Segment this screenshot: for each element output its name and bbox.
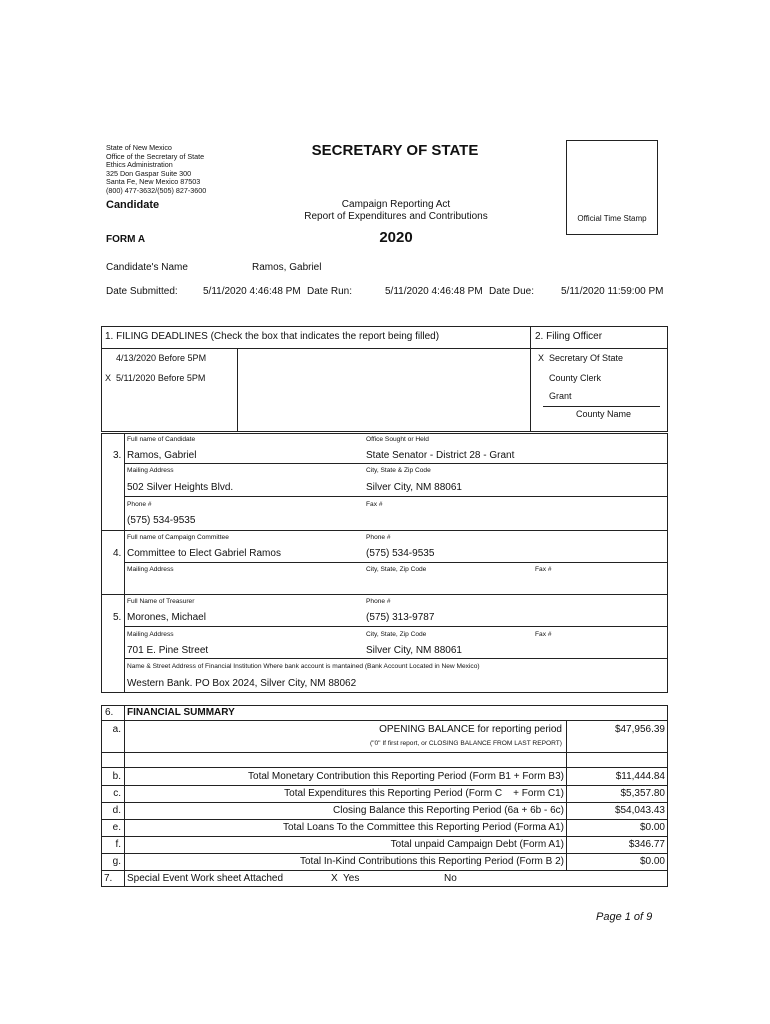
officer-option[interactable]: Secretary Of State: [549, 353, 624, 363]
divider: [101, 836, 668, 837]
field-label: Phone #: [366, 534, 391, 541]
divider: [124, 496, 668, 497]
row-letter: f.: [115, 839, 121, 850]
field-label: Fax #: [535, 631, 552, 638]
section-number: 7.: [104, 873, 113, 884]
row-letter: b.: [112, 771, 121, 782]
field-label: City, State, Zip Code: [366, 566, 427, 573]
row-letter: e.: [112, 822, 121, 833]
divider: [101, 853, 668, 854]
office-sought[interactable]: State Senator - District 28 - Grant: [366, 450, 515, 461]
field-label: Phone #: [127, 501, 152, 508]
county-underline: [543, 406, 660, 407]
section-number: 4.: [113, 548, 122, 559]
special-event-label: Special Event Work sheet Attached: [127, 873, 284, 884]
divider: [101, 720, 668, 721]
divider: [101, 785, 668, 786]
divider: [124, 705, 125, 887]
financial-summary-heading: FINANCIAL SUMMARY: [127, 707, 235, 718]
special-event-no[interactable]: No: [444, 873, 457, 884]
divider: [101, 348, 668, 349]
city-state-zip[interactable]: Silver City, NM 88061: [366, 482, 462, 493]
divider: [101, 767, 668, 768]
row-label: Total Loans To the Committee this Reporting Period (Forma A1): [282, 822, 564, 833]
officer-option[interactable]: County Clerk: [549, 373, 602, 383]
divider: [101, 819, 668, 820]
row-letter: g.: [112, 856, 121, 867]
candidate-name: Ramos, Gabriel: [252, 262, 322, 273]
county-name-label: County Name: [576, 409, 632, 419]
mailing-address[interactable]: 502 Silver Heights Blvd.: [127, 482, 234, 493]
field-label: Fax #: [535, 566, 552, 573]
date-submitted-label: Date Submitted:: [106, 286, 178, 297]
divider: [124, 433, 125, 693]
page-number: Page 1 of 9: [596, 911, 653, 923]
filing-officer-heading: 2. Filing Officer: [535, 331, 603, 342]
agency-line: State of New Mexico: [106, 143, 172, 152]
divider: [101, 870, 668, 871]
candidate-full-name[interactable]: Ramos, Gabriel: [127, 450, 197, 461]
candidate-name-label: Candidate's Name: [106, 262, 188, 273]
date-due: 5/11/2020 11:59:00 PM: [561, 286, 664, 297]
field-label: Fax #: [366, 501, 383, 508]
page-title: SECRETARY OF STATE: [311, 142, 479, 159]
agency-line: (800) 477-3632/(505) 827-3600: [106, 185, 207, 195]
row-label: Total Expenditures this Reporting Period (Form C + Form C1): [284, 788, 564, 799]
section-number: 3.: [113, 450, 122, 461]
field-label: Mailing Address: [127, 566, 174, 573]
form-label: FORM A: [106, 234, 146, 245]
phone-number[interactable]: (575) 313-9787: [366, 612, 435, 623]
section-number: 6.: [105, 707, 114, 718]
mailing-address[interactable]: 701 E. Pine Street: [127, 645, 209, 656]
agency-line: Santa Fe, New Mexico 87503: [106, 177, 201, 187]
date-run: 5/11/2020 4:46:48 PM: [385, 286, 483, 297]
act-title: [0, 199, 770, 223]
candidate-heading: Candidate: [106, 199, 160, 211]
divider: [124, 562, 668, 563]
row-value[interactable]: $5,357.80: [620, 788, 665, 799]
deadline-option[interactable]: 5/11/2020 Before 5PM: [116, 373, 206, 383]
committee-name[interactable]: Committee to Elect Gabriel Ramos: [127, 548, 281, 559]
deadline-option[interactable]: 4/13/2020 Before 5PM: [116, 353, 207, 363]
field-label: City, State & Zip Code: [366, 467, 431, 474]
row-label: Total unpaid Campaign Debt (Form A1): [390, 839, 564, 850]
row-letter: c.: [113, 788, 121, 799]
field-label: Office Sought or Held: [366, 436, 429, 443]
field-label: Full name of Candidate: [127, 436, 196, 443]
field-label: Full Name of Treasurer: [127, 598, 195, 605]
bank-address[interactable]: Western Bank. PO Box 2024, Silver City, NM 88062: [127, 678, 357, 689]
report-year: 2020: [379, 229, 413, 246]
act-line: Report of Expenditures and Contributions: [304, 211, 488, 222]
special-event-yes[interactable]: X Yes: [331, 873, 360, 884]
divider: [124, 658, 668, 659]
divider: [101, 594, 668, 595]
agency-line: 325 Don Gaspar Suite 300: [106, 168, 192, 178]
act-line: Campaign Reporting Act: [341, 199, 451, 210]
field-label: Mailing Address: [127, 631, 174, 638]
filing-deadlines-heading: 1. FILING DEADLINES (Check the box that indicates the report being filled): [105, 331, 440, 342]
opening-balance-note: ("0" If first report, or CLOSING BALANCE FROM LAST REPORT): [369, 740, 562, 747]
field-label: Name & Street Address of Financial Institution Where bank account is mantained (Bank Account Located in New Mexico): [127, 663, 480, 670]
agency-line: Office of the Secretary of State: [106, 151, 205, 161]
row-value[interactable]: $47,956.39: [614, 724, 665, 735]
section-number: 5.: [113, 612, 122, 623]
divider: [101, 752, 668, 753]
field-label: Full name of Campaign Committee: [127, 534, 229, 541]
divider: [237, 348, 238, 432]
row-value[interactable]: $0.00: [639, 856, 665, 867]
row-value[interactable]: $11,444.84: [615, 771, 665, 782]
row-label: OPENING BALANCE for reporting period: [379, 724, 562, 735]
phone-number[interactable]: (575) 534-9535: [127, 515, 196, 526]
row-label: Total Monetary Contribution this Reporting Period (Form B1 + Form B3): [248, 771, 564, 782]
row-value[interactable]: $346.77: [628, 839, 665, 850]
row-value[interactable]: $0.00: [639, 822, 665, 833]
phone-number[interactable]: (575) 534-9535: [366, 548, 435, 559]
deadline-check-mark: X: [105, 373, 112, 383]
row-value[interactable]: $54,043.43: [614, 805, 665, 816]
divider: [101, 530, 668, 531]
field-label: City, State, Zip Code: [366, 631, 427, 638]
city-state-zip[interactable]: Silver City, NM 88061: [366, 645, 462, 656]
time-stamp-label: Official Time Stamp: [577, 214, 647, 223]
divider: [124, 626, 668, 627]
date-run-label: Date Run:: [307, 286, 353, 297]
divider: [101, 802, 668, 803]
field-label: Phone #: [366, 598, 391, 605]
field-label: Mailing Address: [127, 467, 174, 474]
row-label: Total In-Kind Contributions this Reporting Period (Form B 2): [299, 856, 564, 867]
row-letter: a.: [112, 724, 121, 735]
row-label: Closing Balance this Reporting Period (6a + 6b - 6c): [333, 805, 564, 816]
divider: [530, 326, 531, 432]
divider: [566, 720, 567, 870]
county-value: Grant: [549, 391, 572, 401]
officer-check-mark: X: [538, 353, 545, 363]
date-submitted: 5/11/2020 4:46:48 PM: [203, 286, 301, 297]
divider: [124, 463, 668, 464]
row-letter: d.: [112, 805, 121, 816]
treasurer-name[interactable]: Morones, Michael: [127, 612, 206, 623]
agency-line: Ethics Administration: [106, 160, 173, 170]
date-due-label: Date Due:: [489, 286, 535, 297]
